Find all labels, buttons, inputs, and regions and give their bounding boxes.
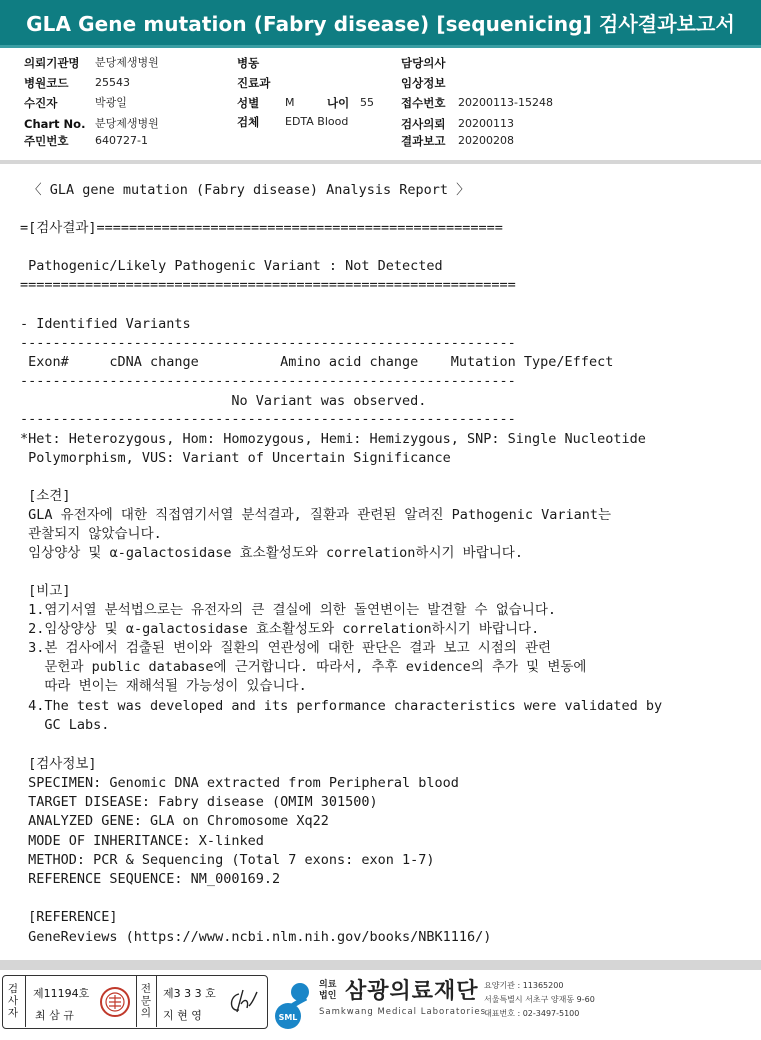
label-age: 나이 — [327, 96, 350, 110]
remarks-line: 따라 변이는 재해석될 가능성이 있습니다. — [20, 678, 307, 694]
org-english-name: Samkwang Medical Laboratories — [319, 1007, 487, 1017]
label-sex: 성별 — [237, 96, 260, 110]
label-report-date: 결과보고 — [401, 134, 446, 148]
remarks-heading: [비고] — [20, 583, 71, 599]
variants-table-header: Exon# cDNA change Amino acid change Mutation Type/Effect — [20, 354, 614, 370]
signature-box — [2, 975, 268, 1029]
divider — [25, 976, 26, 1027]
test-info-line: MODE OF INHERITANCE: X-linked — [20, 833, 264, 849]
label-chart-no: Chart No. — [24, 117, 86, 131]
remarks-line: 문헌과 public database에 근거합니다. 따라서, 추후 evidence의 추가 및 변동에 — [20, 659, 587, 675]
org-info-line: 대표번호 : 02-3497-5100 — [484, 1009, 580, 1018]
label-institution: 의뢰기관명 — [24, 56, 80, 70]
report-heading: 〈 GLA gene mutation (Fabry disease) Analysis Report 〉 — [20, 182, 470, 198]
value-request-date: 20200113 — [458, 117, 514, 130]
report-title: GLA Gene mutation (Fabry disease) [sequenicing] 검사결과보고서 — [26, 12, 735, 36]
sml-logo-text: SML — [278, 1013, 298, 1022]
variants-table-rule-mid: ------------------------------------------------------------- — [20, 373, 516, 389]
remarks-line: GC Labs. — [20, 717, 110, 733]
specialist-license-no: 제3 3 3 호 — [163, 987, 216, 1000]
value-specimen: EDTA Blood — [285, 115, 349, 128]
label-clinical-info: 임상정보 — [401, 76, 446, 90]
abbreviation-note-cont: Polymorphism, VUS: Variant of Uncertain Significance — [20, 450, 451, 466]
divider — [136, 976, 137, 1027]
report-body — [0, 168, 761, 958]
opinion-line: 관찰되지 않았습니다. — [20, 526, 162, 542]
test-info-line: REFERENCE SEQUENCE: NM_000169.2 — [20, 871, 281, 887]
label-patient: 수진자 — [24, 96, 58, 110]
result-section-rule: =[검사결과]================================================== — [20, 220, 503, 236]
value-report-date: 20200208 — [458, 134, 514, 147]
label-doctor: 담당의사 — [401, 56, 446, 70]
remarks-line: 2.임상양상 및 α-galactosidase 효소활성도와 correlation하시기 바랍니다. — [20, 621, 540, 637]
test-info-line: METHOD: PCR & Sequencing (Total 7 exons: exon 1-7) — [20, 852, 435, 868]
opinion-line: GLA 유전자에 대한 직접염기서열 분석결과, 질환과 관련된 알려진 Pathogenic Variant는 — [20, 507, 612, 523]
org-type: 의료법인 — [319, 980, 337, 1001]
report-title-bar — [0, 0, 761, 48]
examiner-seal-icon — [99, 986, 131, 1018]
value-age: 55 — [360, 96, 374, 109]
sml-logo-icon — [272, 978, 318, 1030]
value-patient: 박광일 — [95, 96, 127, 109]
label-receipt-no: 접수번호 — [401, 96, 446, 110]
remarks-line: 4.The test was developed and its performance characteristics were validated by — [20, 698, 663, 714]
value-hospital-code: 25543 — [95, 76, 130, 89]
examiner-name: 최 삼 규 — [35, 1009, 74, 1022]
label-resident-no: 주민번호 — [24, 134, 69, 148]
label-ward: 병동 — [237, 56, 260, 70]
value-receipt-no: 20200113-15248 — [458, 96, 553, 109]
specialist-signature-icon — [225, 986, 261, 1018]
result-rule: ============================================================= — [20, 277, 516, 293]
variants-table-row: No Variant was observed. — [20, 393, 427, 409]
examiner-license-no: 제11194호 — [33, 987, 90, 1000]
footer-divider — [0, 960, 761, 970]
reference-link: GeneReviews (https://www.ncbi.nlm.nih.gov/books/NBK1116/) — [20, 929, 492, 945]
label-request-date: 검사의뢰 — [401, 117, 446, 131]
test-info-line: SPECIMEN: Genomic DNA extracted from Peripheral blood — [20, 775, 459, 791]
org-name: 삼광의료재단 — [345, 979, 479, 1004]
test-info-line: ANALYZED GENE: GLA on Chromosome Xq22 — [20, 813, 329, 829]
org-info-line: 서울특별시 서초구 양재동 9-60 — [484, 995, 595, 1004]
value-institution: 분당제생병원 — [95, 56, 159, 69]
test-info-line: TARGET DISEASE: Fabry disease (OMIM 301500) — [20, 794, 378, 810]
test-info-heading: [검사정보] — [20, 756, 97, 772]
opinion-line: 임상양상 및 α-galactosidase 효소활성도와 correlation하시기 바랍니다. — [20, 545, 523, 561]
label-specimen: 검체 — [237, 115, 260, 129]
divider — [156, 976, 157, 1027]
patient-info-header — [0, 52, 761, 156]
label-hospital-code: 병원코드 — [24, 76, 69, 90]
variants-table-rule-bottom: ------------------------------------------------------------- — [20, 411, 516, 427]
remarks-line: 1.염기서열 분석법으로는 유전자의 큰 결실에 의한 돌연변이는 발견할 수 없습니다. — [20, 602, 557, 618]
label-department: 진료과 — [237, 76, 271, 90]
value-sex: M — [285, 96, 295, 109]
examiner-label: 검사자 — [7, 983, 19, 1019]
header-divider — [0, 160, 761, 164]
remarks-line: 3.본 검사에서 검출된 변이와 질환의 연관성에 대한 판단은 결과 보고 시점의 관련 — [20, 640, 552, 656]
org-info-line: 요양기관 : 11365200 — [484, 981, 564, 990]
specialist-label: 전문의 — [140, 983, 152, 1019]
value-chart-no: 분당제생병원 — [95, 117, 159, 130]
result-summary: Pathogenic/Likely Pathogenic Variant : Not Detected — [20, 258, 443, 274]
report-footer — [0, 972, 761, 1040]
specialist-name: 지 현 영 — [163, 1009, 202, 1022]
value-resident-no: 640727-1 — [95, 134, 148, 147]
abbreviation-note: *Het: Heterozygous, Hom: Homozygous, Hemi: Hemizygous, SNP: Single Nucleotide — [20, 431, 646, 447]
variants-heading: - Identified Variants — [20, 316, 191, 332]
reference-heading: [REFERENCE] — [20, 909, 118, 925]
variants-table-rule-top: ------------------------------------------------------------- — [20, 335, 516, 351]
opinion-heading: [소견] — [20, 488, 71, 504]
